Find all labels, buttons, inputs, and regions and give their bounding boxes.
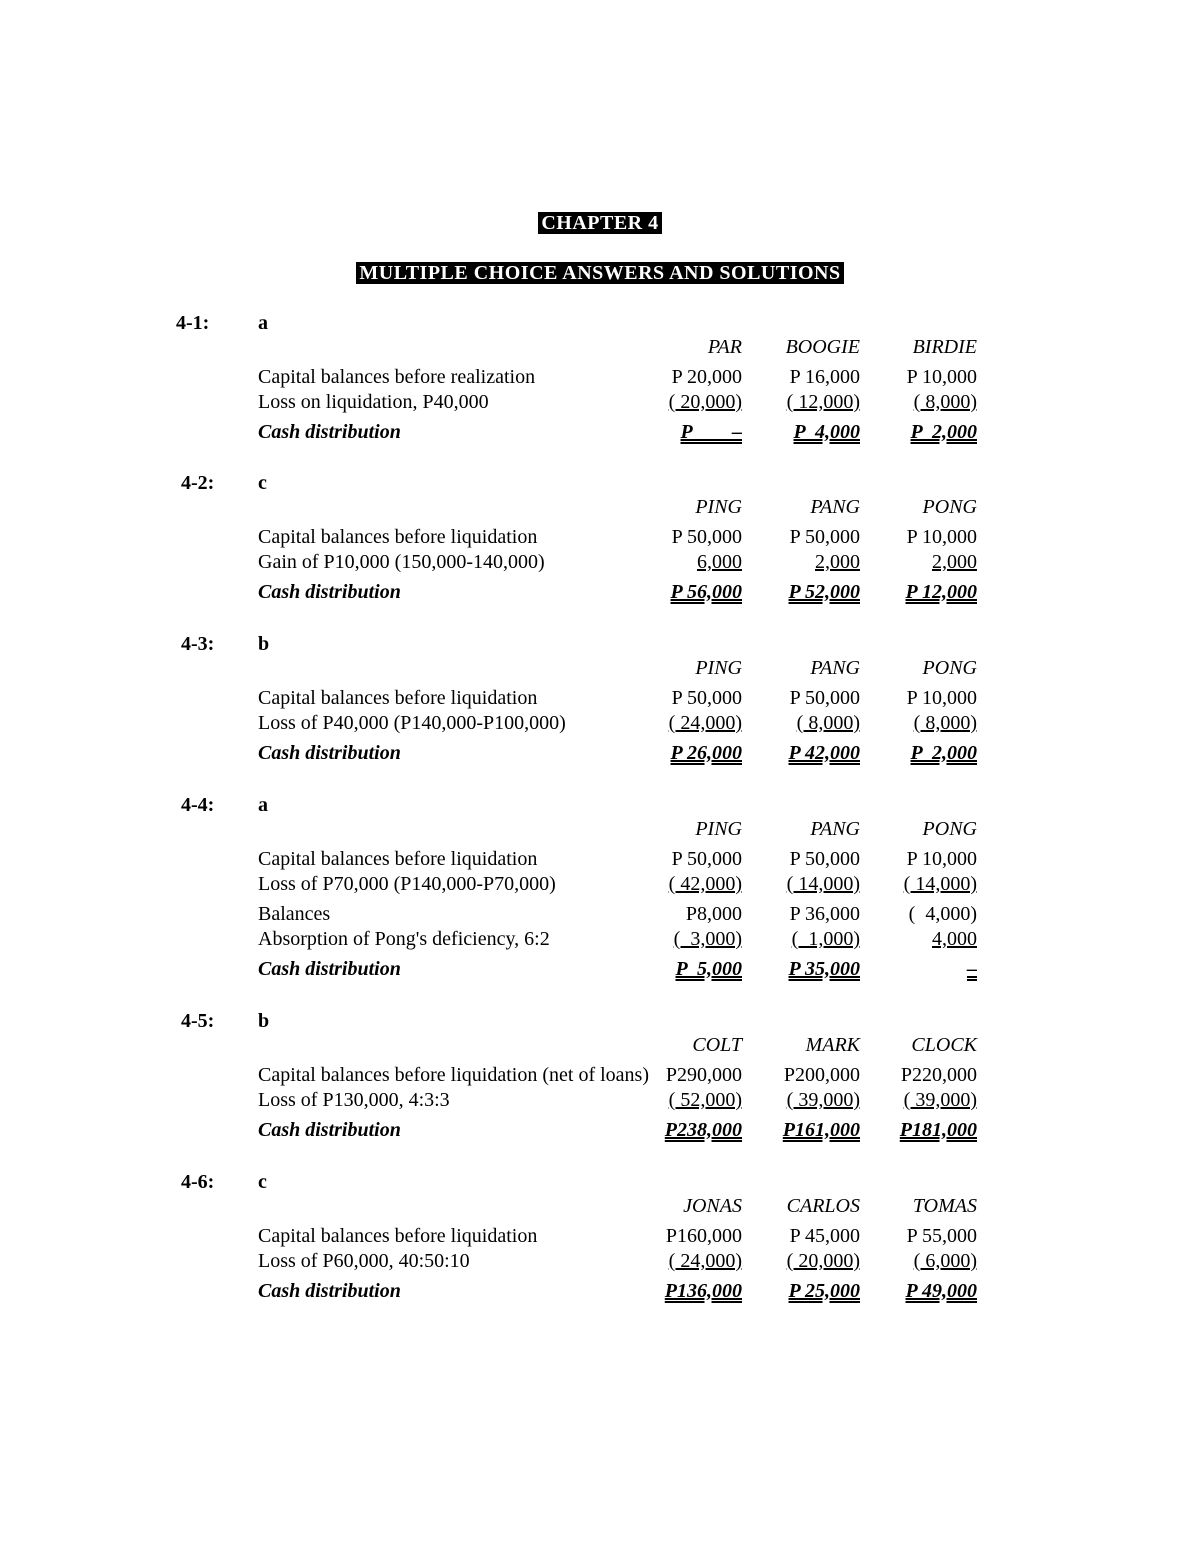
amount-cell: P 55,000 <box>906 1225 977 1247</box>
partner-name: PONG <box>922 657 977 679</box>
amount-cell: P 10,000 <box>906 848 977 870</box>
amount-cell: P 12,000 <box>905 581 977 603</box>
row-label: Capital balances before liquidation <box>258 848 538 870</box>
line-item-row <box>0 366 1200 392</box>
amount-cell: P200,000 <box>783 1064 860 1086</box>
partner-name: PAR <box>707 336 742 358</box>
amount-cell: P 45,000 <box>789 1225 860 1247</box>
amount-cell: P 50,000 <box>789 687 860 709</box>
partner-name: PANG <box>810 818 860 840</box>
problem-answer: b <box>258 633 270 655</box>
amount-cell: ( 42,000) <box>668 873 742 895</box>
amount-cell: – <box>967 958 977 980</box>
amount-cell: ( 1,000) <box>791 928 860 950</box>
partner-name: MARK <box>805 1034 860 1056</box>
partner-name: PING <box>695 657 742 679</box>
row-label: Cash distribution <box>258 742 401 764</box>
amount-cell: ( 8,000) <box>913 391 977 413</box>
line-item-row <box>0 928 1200 954</box>
partner-name: CLOCK <box>911 1034 977 1056</box>
partner-header-row <box>0 1034 1200 1060</box>
total-row <box>0 958 1200 984</box>
problem-number: 4-4: <box>181 794 215 816</box>
amount-cell: P 35,000 <box>788 958 860 980</box>
total-row <box>0 742 1200 768</box>
amount-cell: P 10,000 <box>906 687 977 709</box>
amount-cell: P 50,000 <box>671 848 742 870</box>
amount-cell: P181,000 <box>899 1119 977 1141</box>
row-label: Loss of P60,000, 40:50:10 <box>258 1250 470 1272</box>
amount-cell: P 16,000 <box>789 366 860 388</box>
amount-cell: P 56,000 <box>670 581 742 603</box>
amount-cell: P290,000 <box>665 1064 742 1086</box>
amount-cell: ( 6,000) <box>913 1250 977 1272</box>
line-item-row <box>0 848 1200 874</box>
partner-name: PING <box>695 496 742 518</box>
amount-cell: P161,000 <box>782 1119 860 1141</box>
partner-name: PONG <box>922 496 977 518</box>
row-label: Capital balances before realization <box>258 366 536 388</box>
line-item-row <box>0 903 1200 929</box>
total-row <box>0 1280 1200 1306</box>
partner-name: PANG <box>810 496 860 518</box>
line-item-row <box>0 1089 1200 1115</box>
amount-cell: P220,000 <box>900 1064 977 1086</box>
amount-cell: ( 20,000) <box>668 391 742 413</box>
amount-cell: P 50,000 <box>789 848 860 870</box>
partner-name: JONAS <box>683 1195 742 1217</box>
amount-cell: P8,000 <box>685 903 742 925</box>
line-item-row <box>0 391 1200 417</box>
problem-answer: b <box>258 1010 270 1032</box>
row-label: Capital balances before liquidation <box>258 526 538 548</box>
row-label: Capital balances before liquidation (net of loans) <box>258 1064 649 1086</box>
amount-cell: P136,000 <box>664 1280 742 1302</box>
amount-cell: P 2,000 <box>910 421 977 443</box>
partner-name: PANG <box>810 657 860 679</box>
amount-cell: ( 24,000) <box>668 1250 742 1272</box>
amount-cell: ( 4,000) <box>908 903 977 925</box>
partner-name: TOMAS <box>912 1195 977 1217</box>
section-title: MULTIPLE CHOICE ANSWERS AND SOLUTIONS <box>0 262 1200 285</box>
amount-cell: P 2,000 <box>910 742 977 764</box>
amount-cell: ( 14,000) <box>903 873 977 895</box>
amount-cell: P – <box>680 421 742 443</box>
amount-cell: ( 14,000) <box>786 873 860 895</box>
amount-cell: P160,000 <box>665 1225 742 1247</box>
partner-name: PING <box>695 818 742 840</box>
amount-cell: P 26,000 <box>670 742 742 764</box>
amount-cell: ( 12,000) <box>786 391 860 413</box>
row-label: Balances <box>258 903 331 925</box>
row-label: Loss of P70,000 (P140,000-P70,000) <box>258 873 556 895</box>
line-item-row <box>0 1225 1200 1251</box>
amount-cell: 6,000 <box>697 551 742 573</box>
line-item-row <box>0 526 1200 552</box>
problem-number: 4-6: <box>181 1171 215 1193</box>
row-label: Cash distribution <box>258 1119 401 1141</box>
total-row <box>0 1119 1200 1145</box>
partner-name: CARLOS <box>786 1195 860 1217</box>
amount-cell: P 10,000 <box>906 526 977 548</box>
problem-answer: c <box>258 1171 267 1193</box>
chapter-title: CHAPTER 4 <box>0 212 1200 235</box>
amount-cell: ( 20,000) <box>786 1250 860 1272</box>
partner-header-row <box>0 818 1200 844</box>
problem-answer: c <box>258 472 267 494</box>
amount-cell: ( 8,000) <box>796 712 860 734</box>
partner-name: BIRDIE <box>912 336 977 358</box>
amount-cell: P238,000 <box>664 1119 742 1141</box>
total-row <box>0 421 1200 447</box>
row-label: Absorption of Pong's deficiency, 6:2 <box>258 928 550 950</box>
amount-cell: P 50,000 <box>671 526 742 548</box>
amount-cell: ( 39,000) <box>786 1089 860 1111</box>
problem-number: 4-5: <box>181 1010 215 1032</box>
row-label: Cash distribution <box>258 581 401 603</box>
problem-answer: a <box>258 312 268 334</box>
partner-name: COLT <box>692 1034 742 1056</box>
amount-cell: ( 24,000) <box>668 712 742 734</box>
problem-number: 4-2: <box>181 472 215 494</box>
partner-header-row <box>0 336 1200 362</box>
amount-cell: P 36,000 <box>789 903 860 925</box>
amount-cell: ( 3,000) <box>673 928 742 950</box>
problem-answer: a <box>258 794 268 816</box>
amount-cell: P 52,000 <box>788 581 860 603</box>
partner-header-row <box>0 657 1200 683</box>
row-label: Loss of P130,000, 4:3:3 <box>258 1089 450 1111</box>
amount-cell: ( 39,000) <box>903 1089 977 1111</box>
amount-cell: P 10,000 <box>906 366 977 388</box>
row-label: Cash distribution <box>258 1280 401 1302</box>
partner-header-row <box>0 496 1200 522</box>
amount-cell: 4,000 <box>932 928 977 950</box>
row-label: Cash distribution <box>258 958 401 980</box>
amount-cell: P 50,000 <box>789 526 860 548</box>
amount-cell: P 5,000 <box>675 958 742 980</box>
partner-name: BOOGIE <box>785 336 860 358</box>
total-row <box>0 581 1200 607</box>
amount-cell: ( 8,000) <box>913 712 977 734</box>
line-item-row <box>0 873 1200 899</box>
row-label: Capital balances before liquidation <box>258 1225 538 1247</box>
partner-header-row <box>0 1195 1200 1221</box>
row-label: Loss of P40,000 (P140,000-P100,000) <box>258 712 566 734</box>
amount-cell: P 50,000 <box>671 687 742 709</box>
problem-number: 4-1: <box>176 312 210 334</box>
line-item-row <box>0 1064 1200 1090</box>
row-label: Capital balances before liquidation <box>258 687 538 709</box>
line-item-row <box>0 1250 1200 1276</box>
row-label: Cash distribution <box>258 421 401 443</box>
row-label: Gain of P10,000 (150,000-140,000) <box>258 551 545 573</box>
amount-cell: P 49,000 <box>905 1280 977 1302</box>
amount-cell: P 20,000 <box>671 366 742 388</box>
amount-cell: P 25,000 <box>788 1280 860 1302</box>
row-label: Loss on liquidation, P40,000 <box>258 391 489 413</box>
line-item-row <box>0 712 1200 738</box>
line-item-row <box>0 687 1200 713</box>
amount-cell: 2,000 <box>815 551 860 573</box>
amount-cell: P 42,000 <box>788 742 860 764</box>
amount-cell: ( 52,000) <box>668 1089 742 1111</box>
line-item-row <box>0 551 1200 577</box>
partner-name: PONG <box>922 818 977 840</box>
problem-number: 4-3: <box>181 633 215 655</box>
amount-cell: P 4,000 <box>793 421 860 443</box>
amount-cell: 2,000 <box>932 551 977 573</box>
